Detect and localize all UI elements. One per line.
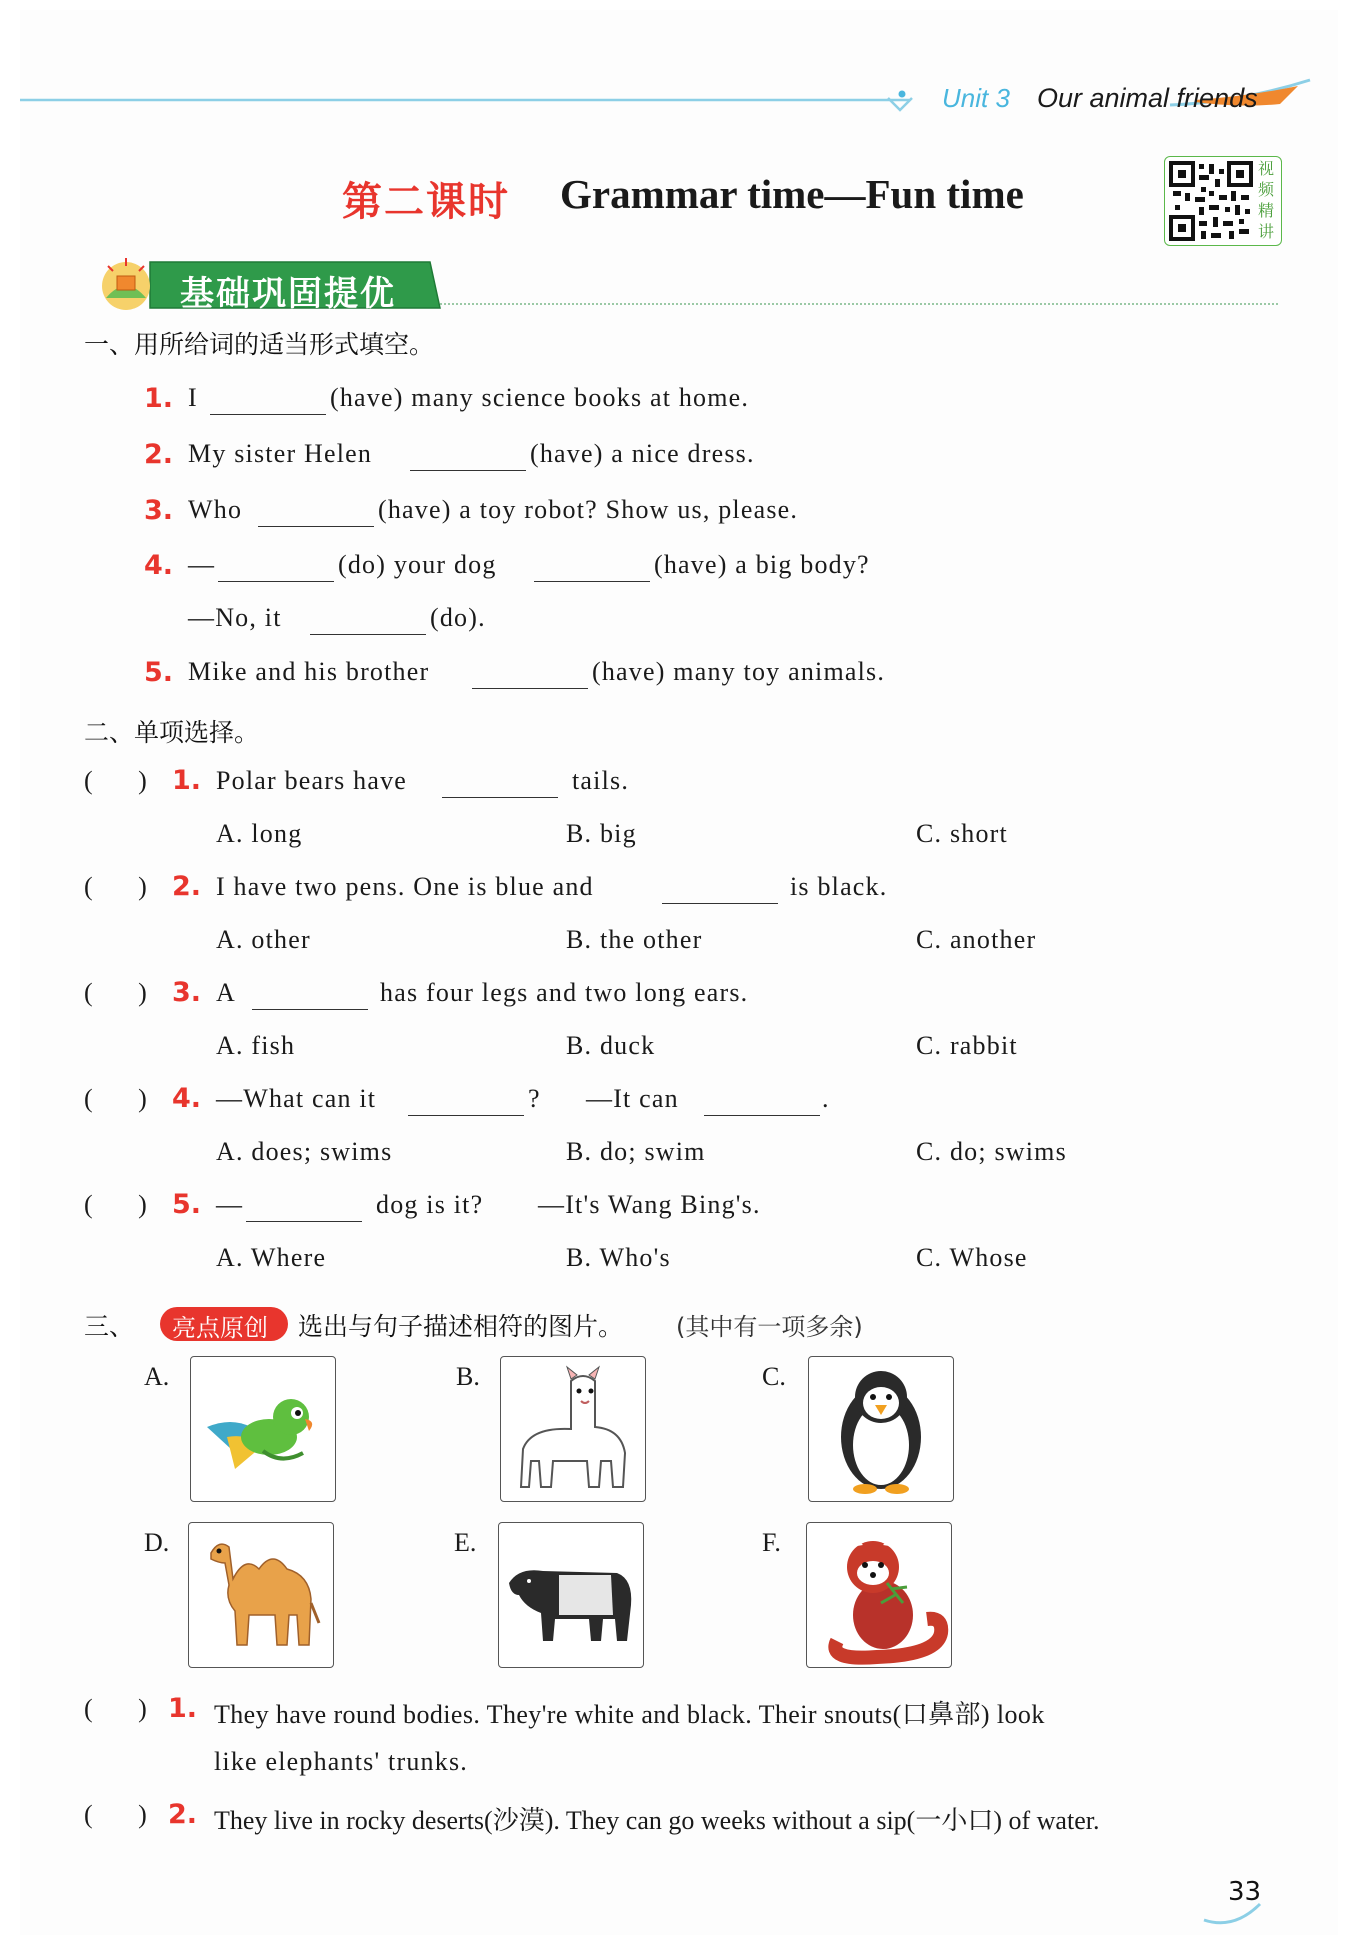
page-number: 33 (1228, 1877, 1262, 1907)
s2-item4-blank-1[interactable] (408, 1115, 524, 1116)
camel-icon (189, 1523, 333, 1667)
s1-item4-answer-b: (do). (430, 603, 486, 632)
header-decoration (20, 10, 1338, 140)
section2-title: 二、单项选择。 (84, 718, 260, 747)
s2-item2-option-b[interactable]: B. the other (566, 925, 703, 954)
s3-item1-answer-bracket[interactable]: ( ) (84, 1694, 147, 1723)
section3-title: 选出与句子描述相符的图片。 (298, 1312, 624, 1341)
qr-side-char: 视 (1257, 159, 1274, 178)
s2-item4-option-c[interactable]: C. do; swims (916, 1137, 1067, 1166)
s2-item2-option-a[interactable]: A. other (216, 925, 311, 954)
s2-item4-text-d: . (822, 1084, 830, 1113)
s2-item1-option-a[interactable]: A. long (216, 819, 303, 848)
picture-f-letter: F. (762, 1528, 781, 1557)
s2-item5-option-b[interactable]: B. Who's (566, 1243, 671, 1272)
picture-b[interactable] (500, 1356, 646, 1502)
s1-item3-number: 3. (144, 495, 174, 526)
s2-item1-option-c[interactable]: C. short (916, 819, 1008, 848)
s2-item5-text-a: — (216, 1190, 244, 1219)
picture-e[interactable] (498, 1522, 644, 1668)
s3-item1-line1: They have round bodies. They're white and black. Their snouts(口鼻部) look (214, 1700, 1045, 1729)
page-number-swoosh (1200, 1890, 1270, 1930)
s2-item3-option-c[interactable]: C. rabbit (916, 1031, 1018, 1060)
section-banner-label: 基础巩固提优 (180, 274, 396, 314)
picture-a[interactable] (190, 1356, 336, 1502)
banner-divider (440, 303, 1278, 305)
s1-item2-number: 2. (144, 439, 174, 470)
s1-item4-text-c: (have) a big body? (654, 550, 870, 579)
s1-item4-text-b: (do) your dog (338, 550, 497, 579)
s2-item1-blank[interactable] (442, 797, 558, 798)
s2-item3-answer-bracket[interactable]: ( ) (84, 978, 147, 1007)
s2-item1-answer-bracket[interactable]: ( ) (84, 766, 147, 795)
s1-item1-number: 1. (144, 383, 174, 414)
s3-item2-number: 2. (168, 1799, 198, 1830)
s2-item2-answer-bracket[interactable]: ( ) (84, 872, 147, 901)
s1-item4-blank-2[interactable] (534, 581, 650, 582)
unit-label: Unit 3 (942, 83, 1010, 113)
picture-c[interactable] (808, 1356, 954, 1502)
picture-f[interactable] (806, 1522, 952, 1668)
s2-item3-number: 3. (172, 977, 202, 1008)
s2-item4-number: 4. (172, 1083, 202, 1114)
s3-item1-number: 1. (168, 1693, 198, 1724)
penguin-icon (809, 1357, 953, 1501)
s2-item4-text-a: —What can it (216, 1084, 377, 1113)
qr-side-char: 精 (1257, 201, 1274, 220)
s2-item4-blank-2[interactable] (704, 1115, 820, 1116)
s2-item3-blank[interactable] (252, 1009, 368, 1010)
s1-item2-blank[interactable] (410, 470, 526, 471)
picture-c-letter: C. (762, 1362, 786, 1391)
picture-d[interactable] (188, 1522, 334, 1668)
alpaca-icon (501, 1357, 645, 1501)
section3-note: (其中有一项多余) (676, 1313, 863, 1341)
s2-item4-text-c: —It can (586, 1084, 679, 1113)
picture-a-letter: A. (144, 1362, 170, 1391)
section3-prefix: 三、 (84, 1312, 135, 1341)
s2-item1-text-b: tails. (572, 766, 630, 795)
s2-item3-option-b[interactable]: B. duck (566, 1031, 656, 1060)
qr-side-char: 频 (1257, 180, 1274, 199)
s1-item5-number: 5. (144, 657, 174, 688)
s1-item2-text-a: My sister Helen (188, 439, 373, 468)
red-panda-icon (807, 1523, 951, 1667)
s2-item4-option-a[interactable]: A. does; swims (216, 1137, 393, 1166)
s2-item5-blank[interactable] (246, 1221, 362, 1222)
s3-item1-line2: like elephants' trunks. (214, 1747, 468, 1776)
s1-item3-blank[interactable] (258, 526, 374, 527)
s1-item5-text-b: (have) many toy animals. (592, 657, 886, 686)
picture-b-letter: B. (456, 1362, 480, 1391)
picture-d-letter: D. (144, 1528, 170, 1557)
s1-item4-text-a: — (188, 550, 216, 579)
s2-item5-number: 5. (172, 1189, 202, 1220)
s3-item2-line1: They live in rocky deserts(沙漠). They can go weeks without a sip(一小口) of water. (214, 1806, 1100, 1835)
s2-item2-blank[interactable] (662, 903, 778, 904)
s2-item1-number: 1. (172, 765, 202, 796)
s1-item1-blank[interactable] (210, 414, 326, 415)
s1-item4-number: 4. (144, 550, 174, 581)
s2-item5-option-a[interactable]: A. Where (216, 1243, 327, 1272)
s1-item4-answer-a: —No, it (188, 603, 282, 632)
s2-item5-text-b: dog is it? (376, 1190, 484, 1219)
s2-item2-text-a: I have two pens. One is blue and (216, 872, 594, 901)
s2-item3-option-a[interactable]: A. fish (216, 1031, 296, 1060)
original-badge-label: 亮点原创 (172, 1314, 268, 1342)
s2-item5-answer-bracket[interactable]: ( ) (84, 1190, 147, 1219)
s2-item4-option-b[interactable]: B. do; swim (566, 1137, 706, 1166)
qr-code-icon[interactable] (1169, 161, 1253, 241)
unit-title: Our animal friends (1037, 83, 1258, 113)
s1-item3-text-a: Who (188, 495, 243, 524)
s1-item5-blank[interactable] (472, 688, 588, 689)
s2-item4-text-b: ? (528, 1084, 541, 1113)
s2-item3-text-a: A (216, 978, 236, 1007)
s3-item2-answer-bracket[interactable]: ( ) (84, 1800, 147, 1829)
green-parrot-icon (191, 1357, 335, 1501)
picture-e-letter: E. (454, 1528, 477, 1557)
qr-side-char: 讲 (1257, 222, 1274, 241)
s2-item1-text-a: Polar bears have (216, 766, 408, 795)
s1-item1-text-a: I (188, 383, 198, 412)
s2-item2-option-c[interactable]: C. another (916, 925, 1037, 954)
s2-item2-number: 2. (172, 871, 202, 902)
lesson-title-cn: 第二课时 (342, 178, 510, 225)
s2-item3-text-b: has four legs and two long ears. (380, 978, 749, 1007)
s2-item4-answer-bracket[interactable]: ( ) (84, 1084, 147, 1113)
qr-side-label (1254, 158, 1278, 242)
s1-item5-text-a: Mike and his brother (188, 657, 430, 686)
lesson-title-en: Grammar time—Fun time (560, 171, 1024, 217)
s2-item1-option-b[interactable]: B. big (566, 819, 637, 848)
s2-item5-text-c: —It's Wang Bing's. (538, 1190, 761, 1219)
tapir-icon (499, 1523, 643, 1667)
s1-item4-blank-3[interactable] (310, 634, 426, 635)
s1-item1-text-b: (have) many science books at home. (330, 383, 750, 412)
s1-item2-text-b: (have) a nice dress. (530, 439, 755, 468)
s2-item2-text-b: is black. (790, 872, 888, 901)
s1-item4-blank-1[interactable] (218, 581, 334, 582)
section1-title: 一、用所给词的适当形式填空。 (84, 330, 435, 359)
workbook-page (20, 10, 1338, 1935)
s1-item3-text-b: (have) a toy robot? Show us, please. (378, 495, 799, 524)
s2-item5-option-c[interactable]: C. Whose (916, 1243, 1028, 1272)
